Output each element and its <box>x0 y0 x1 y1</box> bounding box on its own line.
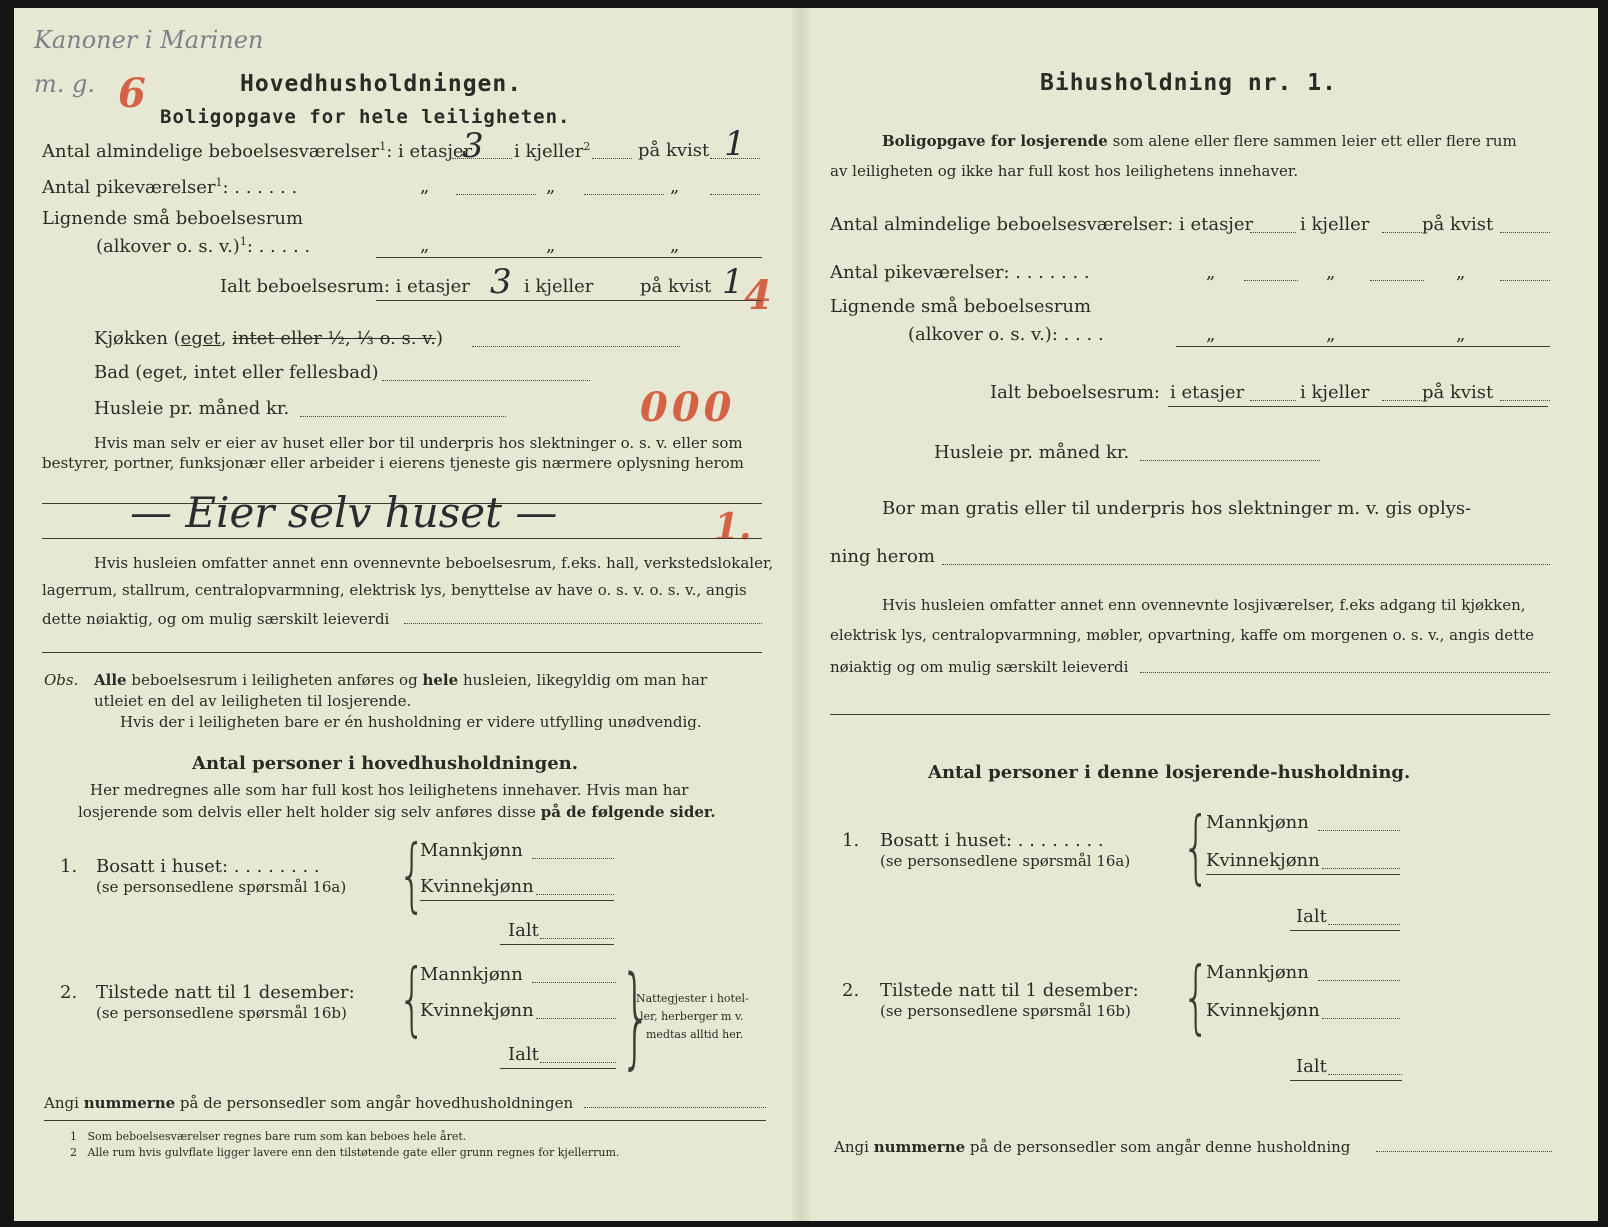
footnote-1: 1 Som beboelsesværelser regnes bare rum som kan beboes hele året. <box>70 1130 467 1143</box>
right-ialt-kjeller-field[interactable] <box>1382 400 1422 401</box>
right-q2-kvinne-field[interactable] <box>1322 1018 1400 1019</box>
right-ialt-etasjer-field[interactable] <box>1250 400 1296 401</box>
underline-rule <box>1168 406 1548 407</box>
q2-number: 2. <box>60 982 78 1003</box>
q1-ialt-field[interactable] <box>540 938 614 939</box>
q2-mann-field[interactable] <box>532 982 616 983</box>
underline-rule <box>1290 930 1400 931</box>
underline-rule <box>376 300 762 301</box>
right-pike-kjeller-field[interactable] <box>1370 280 1424 281</box>
q2-ialt-field[interactable] <box>540 1062 616 1063</box>
handwritten-pencil-note-2: m. g. <box>34 70 96 98</box>
q1-mann-label: Mannkjønn <box>420 840 523 861</box>
answer-line[interactable] <box>42 538 762 539</box>
q1-ialt-label: Ialt <box>508 920 539 941</box>
pike-etasjer-field[interactable] <box>456 194 536 195</box>
right-ialt-kvist-field[interactable] <box>1500 400 1550 401</box>
ialt-kjeller-label: i kjeller <box>524 276 594 297</box>
right-omfatter-instruction-2: elektrisk lys, centralopvarmning, møbler, opvartning, kaffe om morgenen o. s. v., angis dette <box>830 626 1535 644</box>
right-q2-ialt-field[interactable] <box>1328 1074 1402 1075</box>
gratis-field[interactable] <box>942 564 1550 565</box>
right-lignende-label: Lignende små beboelsesrum <box>830 296 1092 317</box>
kjeller-label: i kjeller$^2$ <box>514 140 591 162</box>
losjerende-intro: Boligopgave for losjerende som alene eller flere sammen leier ett eller flere rum <box>882 132 1517 150</box>
ditto-mark: „ <box>670 235 680 256</box>
persons-note: Her medregnes alle som har full kost hos leilighetens innehaver. Hvis man har <box>90 781 689 799</box>
right-q1-label: Bosatt i huset: . . . . . . . . <box>880 830 1104 851</box>
q1-number: 1. <box>60 856 78 877</box>
ialt-kvist-label: på kvist <box>640 276 712 297</box>
angi-field[interactable] <box>584 1107 766 1108</box>
right-pike-etasjer-field[interactable] <box>1244 280 1298 281</box>
handwritten-owner-note: — Eier selv huset — <box>130 488 558 537</box>
eier-instruction: Hvis man selv er eier av huset eller bor til underpris hos slektninger o. s. v. eller som <box>94 434 743 452</box>
right-q1-ialt-label: Ialt <box>1296 906 1327 927</box>
brace: { <box>398 828 426 921</box>
q2-label: Tilstede natt til 1 desember: <box>96 982 355 1003</box>
underline-rule <box>376 257 762 258</box>
q1-sub: (se personsedlene spørsmål 16a) <box>96 878 347 896</box>
bad-label: Bad (eget, intet eller fellesbad) <box>94 362 379 383</box>
ditto-mark: „ <box>420 176 430 197</box>
handwritten-red-total: 4 <box>744 272 772 319</box>
page-title: Hovedhusholdningen. <box>240 71 523 97</box>
page-fold <box>792 8 810 1221</box>
right-q2-kvinne-label: Kvinnekjønn <box>1206 1000 1320 1021</box>
losjerende-intro-2: av leiligheten og ikke har full kost hos leilighetens innehaver. <box>830 162 1299 180</box>
right-q2-number: 2. <box>842 980 860 1001</box>
brace: { <box>1182 800 1210 893</box>
ditto-mark: „ <box>1326 262 1336 283</box>
obs-note-2: utleiet en del av leiligheten til losjerende. <box>94 692 412 710</box>
angi-label: Angi nummerne på de personsedler som angår hovedhusholdningen <box>44 1094 574 1112</box>
right-persons-heading: Antal personer i denne losjerende-husholdning. <box>928 762 1411 783</box>
kjokken-label: Kjøkken (eget, intet eller ½, ⅓ o. s. v.) <box>94 328 444 349</box>
alkover-label: (alkover o. s. v.)$^1$: . . . . . <box>96 235 311 257</box>
handwritten-pencil-note: Kanoner i Marinen <box>34 26 264 54</box>
right-q1-kvinne-label: Kvinnekjønn <box>1206 850 1320 871</box>
right-omfatter-instruction: Hvis husleien omfatter annet enn ovennevnte losjiværelser, f.eks adgang til kjøkken, <box>882 596 1526 614</box>
obs-note-3: Hvis der i leiligheten bare er én husholdning er videre utfylling unødvendig. <box>120 713 702 731</box>
right-angi-label: Angi nummerne på de personsedler som angår denne husholdning <box>834 1138 1351 1156</box>
q2-kvinne-field[interactable] <box>536 1018 616 1019</box>
pike-kjeller-field[interactable] <box>584 194 664 195</box>
footnote-divider <box>44 1120 766 1121</box>
page-subtitle: Boligopgave for hele leiligheten. <box>160 106 571 128</box>
q2-ialt-label: Ialt <box>508 1044 539 1065</box>
handwritten-ialt-kvist: 1 <box>722 262 744 302</box>
handwritten-red-rent: 000 <box>640 384 736 431</box>
nattegjester-note-3: medtas alltid her. <box>646 1028 744 1041</box>
underline-rule <box>500 1068 616 1069</box>
persons-note-2: losjerende som delvis eller helt holder sig selv anføres disse på de følgende sider. <box>78 803 716 821</box>
right-q2-mann-field[interactable] <box>1318 980 1400 981</box>
husleie-field[interactable] <box>300 416 506 417</box>
right-q2-mann-label: Mannkjønn <box>1206 962 1309 983</box>
obs-note: Alle beboelsesrum i leiligheten anføres og hele husleien, likegyldig om man har <box>94 671 708 689</box>
persons-heading: Antal personer i hovedhusholdningen. <box>192 753 579 774</box>
ditto-mark: „ <box>546 235 556 256</box>
right-etasjer-field[interactable] <box>1250 232 1296 233</box>
ditto-mark: „ <box>1326 324 1336 345</box>
answer-line[interactable] <box>830 714 1550 715</box>
kjeller-field[interactable] <box>592 158 632 159</box>
right-kvist-label: på kvist <box>1422 214 1494 235</box>
right-omfatter-instruction-3: nøiaktig og om mulig særskilt leieverdi <box>830 658 1129 676</box>
ditto-mark: „ <box>670 176 680 197</box>
right-pike-kvist-field[interactable] <box>1500 280 1550 281</box>
right-q2-label: Tilstede natt til 1 desember: <box>880 980 1139 1001</box>
kjokken-field[interactable] <box>472 346 680 347</box>
nattegjester-note: Nattegjester i hotel- <box>636 992 749 1005</box>
right-rooms-label: Antal almindelige beboelsesværelser: i etasjer <box>830 214 1254 235</box>
obs-label: Obs. <box>44 671 79 689</box>
ditto-mark: „ <box>420 235 430 256</box>
brace: { <box>398 952 426 1045</box>
right-ialt-kjeller-label: i kjeller <box>1300 382 1370 403</box>
leieverdi-field[interactable] <box>404 623 762 624</box>
answer-line[interactable] <box>42 652 762 653</box>
gratis-instruction: Bor man gratis eller til underpris hos slektninger m. v. gis oplys- <box>882 498 1472 519</box>
right-q1-mann-field[interactable] <box>1318 830 1400 831</box>
footnote-2: 2 Alle rum hvis gulvflate ligger lavere enn den tilstøtende gate eller grunn regnes for kjellerrum. <box>70 1146 620 1159</box>
q1-mann-field[interactable] <box>532 858 614 859</box>
gratis-instruction-2: ning herom <box>830 546 935 567</box>
bad-field[interactable] <box>382 380 590 381</box>
pike-kvist-field[interactable] <box>710 194 760 195</box>
kvist-label: på kvist <box>638 140 710 161</box>
right-kvist-field[interactable] <box>1500 232 1550 233</box>
right-q1-sub: (se personsedlene spørsmål 16a) <box>880 852 1131 870</box>
q2-mann-label: Mannkjønn <box>420 964 523 985</box>
handwritten-ialt-etasjer: 3 <box>490 262 512 302</box>
right-ialt-label: Ialt beboelsesrum: <box>990 382 1160 403</box>
underline-rule <box>500 944 614 945</box>
brace: { <box>1182 950 1210 1043</box>
right-husleie-label: Husleie pr. måned kr. <box>934 442 1130 463</box>
underline-rule <box>1206 874 1400 875</box>
lignende-label: Lignende små beboelsesrum <box>42 208 304 229</box>
right-q1-mann-label: Mannkjønn <box>1206 812 1309 833</box>
omfatter-instruction-3: dette nøiaktig, og om mulig særskilt leieverdi <box>42 610 390 628</box>
right-leieverdi-field[interactable] <box>1140 672 1550 673</box>
right-kjeller-label: i kjeller <box>1300 214 1370 235</box>
ditto-mark: „ <box>1206 262 1216 283</box>
right-q1-kvinne-field[interactable] <box>1322 868 1400 869</box>
handwritten-etasjer-value: 3 <box>462 126 484 166</box>
right-pike-label: Antal pikeværelser: . . . . . . . <box>830 262 1090 283</box>
underline-rule <box>1290 1080 1402 1081</box>
pike-label: Antal pikeværelser$^1$: . . . . . . <box>42 176 298 198</box>
ditto-mark: „ <box>546 176 556 197</box>
eier-instruction-2: bestyrer, portner, funksjonær eller arbeider i eierens tjeneste gis nærmere oplysning herom <box>42 454 744 472</box>
ditto-mark: „ <box>1456 262 1466 283</box>
ditto-mark: „ <box>1456 324 1466 345</box>
underline-rule <box>1176 346 1550 347</box>
handwritten-kvist-value: 1 <box>724 124 746 164</box>
underline-rule <box>420 900 614 901</box>
right-q1-number: 1. <box>842 830 860 851</box>
q2-kvinne-label: Kvinnekjønn <box>420 1000 534 1021</box>
right-alkover-label: (alkover o. s. v.): . . . . <box>908 324 1104 345</box>
right-brace: } <box>620 952 652 1080</box>
rooms-label: Antal almindelige beboelsesværelser$^1$: i etasjer <box>42 140 473 162</box>
right-q2-sub: (se personsedlene spørsmål 16b) <box>880 1002 1131 1020</box>
omfatter-instruction-2: lagerrum, stallrum, centralopvarmning, elektrisk lys, benyttelse av have o. s. v. o. s. v., angis <box>42 581 747 599</box>
q2-sub: (se personsedlene spørsmål 16b) <box>96 1004 347 1022</box>
q1-kvinne-field[interactable] <box>536 894 614 895</box>
right-kjeller-field[interactable] <box>1382 232 1422 233</box>
q1-label: Bosatt i huset: . . . . . . . . <box>96 856 320 877</box>
right-ialt-kvist-label: på kvist <box>1422 382 1494 403</box>
right-husleie-field[interactable] <box>1140 460 1320 461</box>
right-angi-field[interactable] <box>1376 1151 1552 1152</box>
handwritten-red-number: 6 <box>118 70 146 117</box>
right-q2-ialt-label: Ialt <box>1296 1056 1327 1077</box>
right-ialt-etasjer-label: i etasjer <box>1170 382 1245 403</box>
q1-kvinne-label: Kvinnekjønn <box>420 876 534 897</box>
nattegjester-note-2: ler, herberger m v. <box>640 1010 744 1023</box>
omfatter-instruction: Hvis husleien omfatter annet enn ovennevnte beboelsesrum, f.eks. hall, verkstedslokaler, <box>94 554 774 572</box>
bihusholdning-title: Bihusholdning nr. 1. <box>1040 70 1337 96</box>
handwritten-red-one: 1. <box>714 506 752 548</box>
ialt-beboelsesrum-label: Ialt beboelsesrum: i etasjer <box>220 276 470 297</box>
husleie-label: Husleie pr. måned kr. <box>94 398 290 419</box>
right-q1-ialt-field[interactable] <box>1328 924 1400 925</box>
ditto-mark: „ <box>1206 324 1216 345</box>
